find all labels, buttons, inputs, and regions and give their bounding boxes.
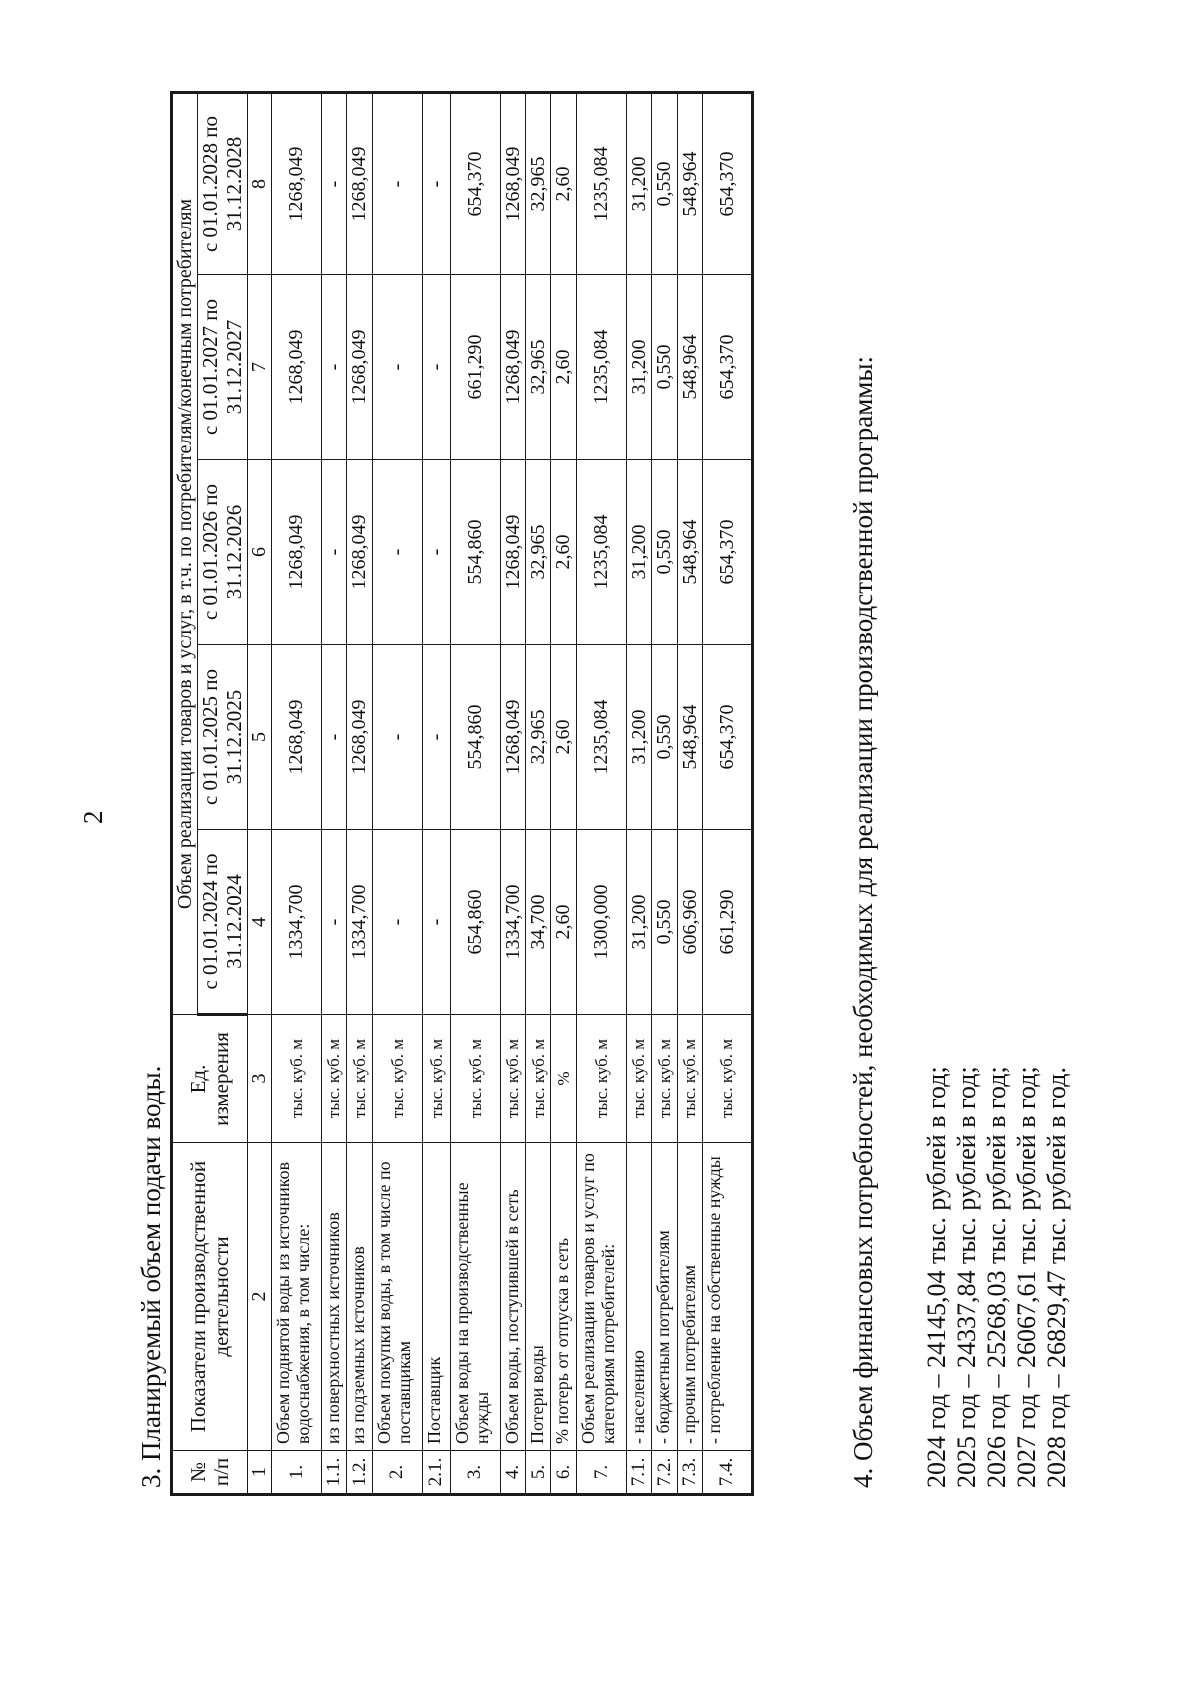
row-value: 1268,049 <box>271 275 321 460</box>
row-value: 32,965 <box>525 645 550 830</box>
row-number: 7.2. <box>652 1451 677 1495</box>
column-index: 2 <box>248 1143 271 1451</box>
header-num: № п/п <box>172 1451 248 1495</box>
funding-line: 2024 год – 24145,04 тыс. рублей в год; <box>922 1066 951 1488</box>
row-value: - <box>372 460 422 645</box>
row-value: 1268,049 <box>347 460 372 645</box>
row-value: 2,60 <box>551 93 576 275</box>
row-value: 0,550 <box>652 830 677 1015</box>
row-indicator: из подземных источников <box>347 1143 372 1451</box>
header-period-2026: с 01.01.2026 по 31.12.2026 <box>198 460 248 645</box>
table-row <box>626 93 651 1495</box>
row-unit: тыс. куб. м <box>626 1015 651 1143</box>
row-number: 7.3. <box>677 1451 702 1495</box>
row-unit: тыс. куб. м <box>422 1015 450 1143</box>
column-index-row <box>248 93 271 1495</box>
row-number: 1.2. <box>347 1451 372 1495</box>
table-row <box>525 93 550 1495</box>
table-body <box>248 93 753 1495</box>
row-value: 1268,049 <box>271 645 321 830</box>
column-index: 6 <box>248 460 271 645</box>
row-number: 4. <box>500 1451 525 1495</box>
row-unit: тыс. куб. м <box>500 1015 525 1143</box>
row-value: 554,860 <box>450 460 500 645</box>
row-number: 3. <box>450 1451 500 1495</box>
header-period-2027: с 01.01.2027 по 31.12.2027 <box>198 275 248 460</box>
column-index: 8 <box>248 93 271 275</box>
row-number: 7.1. <box>626 1451 651 1495</box>
column-index: 3 <box>248 1015 271 1143</box>
row-unit: тыс. куб. м <box>677 1015 702 1143</box>
table-row <box>576 93 626 1495</box>
row-value: - <box>321 93 346 275</box>
row-value: 31,200 <box>626 275 651 460</box>
column-index: 1 <box>248 1451 271 1495</box>
table-row <box>677 93 702 1495</box>
row-unit: тыс. куб. м <box>702 1015 752 1143</box>
row-value: 0,550 <box>652 645 677 830</box>
row-value: 661,290 <box>702 830 752 1015</box>
table-row <box>702 93 752 1495</box>
row-value: - <box>422 830 450 1015</box>
table-row <box>321 93 346 1495</box>
row-number: 2.1. <box>422 1451 450 1495</box>
row-value: 32,965 <box>525 93 550 275</box>
row-value: 0,550 <box>652 93 677 275</box>
row-unit: тыс. куб. м <box>525 1015 550 1143</box>
table-row <box>652 93 677 1495</box>
header-period-2024: с 01.01.2024 по 31.12.2024 <box>198 830 248 1015</box>
row-value: 548,964 <box>677 460 702 645</box>
row-unit: % <box>551 1015 576 1143</box>
row-number: 7. <box>576 1451 626 1495</box>
row-value: 2,60 <box>551 460 576 645</box>
table-row <box>551 93 576 1495</box>
row-number: 7.4. <box>702 1451 752 1495</box>
row-value: 654,370 <box>450 93 500 275</box>
funding-line: 2026 год – 25268,03 тыс. рублей в год; <box>982 1066 1011 1488</box>
row-value: 1300,000 <box>576 830 626 1015</box>
row-value: 31,200 <box>626 460 651 645</box>
row-value: 1268,049 <box>500 93 525 275</box>
table-row <box>347 93 372 1495</box>
table-row <box>500 93 525 1495</box>
table-row <box>372 93 422 1495</box>
row-value: 1268,049 <box>500 460 525 645</box>
row-unit: тыс. куб. м <box>347 1015 372 1143</box>
row-indicator: - бюджетным потребителям <box>652 1143 677 1451</box>
row-value: 1235,084 <box>576 645 626 830</box>
row-value: - <box>422 275 450 460</box>
row-value: 31,200 <box>626 645 651 830</box>
row-value: 1268,049 <box>271 93 321 275</box>
row-unit: тыс. куб. м <box>321 1015 346 1143</box>
row-value: 34,700 <box>525 830 550 1015</box>
row-value: 654,370 <box>702 93 752 275</box>
row-value: 654,370 <box>702 460 752 645</box>
row-number: 2. <box>372 1451 422 1495</box>
row-indicator: Объем покупки воды, в том числе по поставщикам <box>372 1143 422 1451</box>
row-value: 654,860 <box>450 830 500 1015</box>
section-3-title: 3. Планируемый объем подачи воды. <box>136 1065 166 1488</box>
row-value: 654,370 <box>702 275 752 460</box>
row-indicator: - прочим потребителям <box>677 1143 702 1451</box>
row-indicator: из поверхностных источников <box>321 1143 346 1451</box>
row-indicator: Объем воды, поступившей в сеть <box>500 1143 525 1451</box>
row-value: - <box>372 830 422 1015</box>
row-value: 2,60 <box>551 830 576 1015</box>
row-value: - <box>422 460 450 645</box>
header-sales-volume: Объем реализации товаров и услуг, в т.ч. по потребителям/конечным потребителям <box>172 93 198 1015</box>
row-value: - <box>372 93 422 275</box>
row-value: 1235,084 <box>576 275 626 460</box>
row-value: 654,370 <box>702 645 752 830</box>
row-value: 2,60 <box>551 275 576 460</box>
row-value: 1268,049 <box>347 93 372 275</box>
row-value: 32,965 <box>525 460 550 645</box>
table-row <box>271 93 321 1495</box>
column-index: 7 <box>248 275 271 460</box>
header-unit: Ед. измерения <box>172 1015 248 1143</box>
page-number: 2 <box>78 810 108 824</box>
row-number: 5. <box>525 1451 550 1495</box>
row-value: 1268,049 <box>500 275 525 460</box>
row-value: 548,964 <box>677 275 702 460</box>
row-value: - <box>372 645 422 830</box>
row-indicator: Поставщик <box>422 1143 450 1451</box>
row-value: 31,200 <box>626 93 651 275</box>
row-value: 548,964 <box>677 93 702 275</box>
row-value: - <box>422 93 450 275</box>
row-unit: тыс. куб. м <box>271 1015 321 1143</box>
row-number: 1. <box>271 1451 321 1495</box>
row-unit: тыс. куб. м <box>576 1015 626 1143</box>
row-value: 548,964 <box>677 645 702 830</box>
row-value: 1334,700 <box>347 830 372 1015</box>
header-period-2028: с 01.01.2028 по 31.12.2028 <box>198 93 248 275</box>
row-indicator: - населению <box>626 1143 651 1451</box>
header-period-2025: с 01.01.2025 по 31.12.2025 <box>198 645 248 830</box>
row-value: - <box>321 275 346 460</box>
row-value: 31,200 <box>626 830 651 1015</box>
row-value: 1235,084 <box>576 460 626 645</box>
row-value: - <box>321 645 346 830</box>
row-unit: тыс. куб. м <box>450 1015 500 1143</box>
funding-line: 2027 год – 26067,61 тыс. рублей в год; <box>1012 1066 1041 1488</box>
row-value: - <box>372 275 422 460</box>
row-value: 1268,049 <box>347 275 372 460</box>
row-value: 1268,049 <box>347 645 372 830</box>
table-row <box>450 93 500 1495</box>
row-indicator: Объем воды на производственные нужды <box>450 1143 500 1451</box>
row-value: 554,860 <box>450 645 500 830</box>
funding-list <box>922 1066 1072 1488</box>
row-value: - <box>321 460 346 645</box>
row-value: - <box>422 645 450 830</box>
row-unit: тыс. куб. м <box>372 1015 422 1143</box>
row-value: 1268,049 <box>500 645 525 830</box>
row-indicator: - потребление на собственные нужды <box>702 1143 752 1451</box>
row-value: 1268,049 <box>271 460 321 645</box>
column-index: 5 <box>248 645 271 830</box>
row-number: 1.1. <box>321 1451 346 1495</box>
row-indicator: % потерь от отпуска в сеть <box>551 1143 576 1451</box>
row-indicator: Объем поднятой воды из источников водоснабжения, в том числе: <box>271 1143 321 1451</box>
row-value: 606,960 <box>677 830 702 1015</box>
water-supply-table <box>170 91 754 1496</box>
row-value: 0,550 <box>652 460 677 645</box>
row-value: 1334,700 <box>271 830 321 1015</box>
column-index: 4 <box>248 830 271 1015</box>
row-number: 6. <box>551 1451 576 1495</box>
row-value: 2,60 <box>551 645 576 830</box>
row-indicator: Потери воды <box>525 1143 550 1451</box>
row-unit: тыс. куб. м <box>652 1015 677 1143</box>
funding-line: 2028 год – 26829,47 тыс. рублей в год. <box>1042 1067 1071 1488</box>
row-value: 0,550 <box>652 275 677 460</box>
funding-line: 2025 год – 24337,84 тыс. рублей в год; <box>952 1066 981 1488</box>
header-indicator: Показатели производственной деятельности <box>172 1143 248 1451</box>
row-value: 1334,700 <box>500 830 525 1015</box>
row-value: 1235,084 <box>576 93 626 275</box>
row-value: - <box>321 830 346 1015</box>
row-indicator: Объем реализации товаров и услуг по категориям потребителей: <box>576 1143 626 1451</box>
row-value: 661,290 <box>450 275 500 460</box>
table-row <box>422 93 450 1495</box>
section-4-title: 4. Объем финансовых потребностей, необходимых для реализации производственной программы: <box>848 355 878 1488</box>
row-value: 32,965 <box>525 275 550 460</box>
